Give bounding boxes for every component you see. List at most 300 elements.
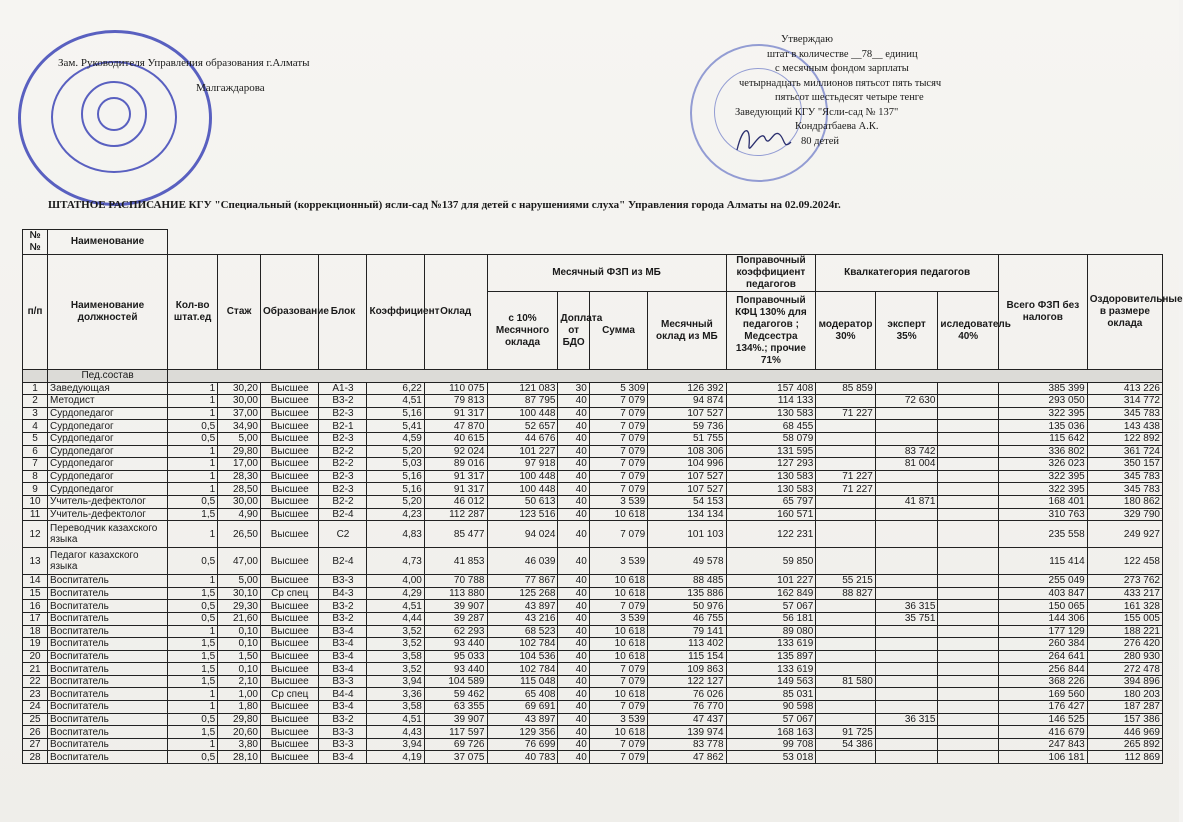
education: Высшее (261, 521, 319, 548)
education: Высшее (261, 600, 319, 613)
researcher (938, 521, 999, 548)
expert (875, 625, 938, 638)
row-number: 9 (23, 483, 48, 496)
correction: 130 583 (726, 483, 816, 496)
sum: 10 618 (589, 726, 647, 739)
stazh: 21,60 (218, 612, 261, 625)
table-row (23, 600, 1163, 613)
block: В3-3 (319, 675, 367, 688)
position-name: Переводчик казахского языка (48, 521, 168, 548)
block: В3-2 (319, 612, 367, 625)
salary: 47 870 (424, 420, 487, 433)
block: В2-1 (319, 420, 367, 433)
moderator (816, 508, 876, 521)
education: Высшее (261, 726, 319, 739)
salary: 39 907 (424, 713, 487, 726)
staff-count: 1,5 (168, 726, 218, 739)
salary: 59 462 (424, 688, 487, 701)
coefficient: 4,00 (367, 575, 424, 588)
block: В3-4 (319, 650, 367, 663)
researcher (938, 508, 999, 521)
header-10pct: с 10% Месячного оклада (487, 292, 558, 370)
researcher (938, 701, 999, 714)
moderator: 71 227 (816, 483, 876, 496)
wellness: 273 762 (1087, 575, 1162, 588)
coefficient: 3,94 (367, 675, 424, 688)
monthly-mb: 126 392 (648, 382, 726, 395)
education: Высшее (261, 458, 319, 471)
staff-count: 0,5 (168, 600, 218, 613)
researcher (938, 470, 999, 483)
staff-count: 1 (168, 407, 218, 420)
staff-count: 0,5 (168, 751, 218, 764)
bdo-percent: 40 (558, 432, 589, 445)
researcher (938, 612, 999, 625)
header-pp: п/п (23, 255, 48, 370)
expert (875, 483, 938, 496)
header-count: Кол-во штат.ед (168, 255, 218, 370)
moderator (816, 495, 876, 508)
stazh: 17,00 (218, 458, 261, 471)
total-fzp: 235 558 (998, 521, 1087, 548)
sum: 10 618 (589, 508, 647, 521)
salary: 70 788 (424, 575, 487, 588)
block: В2-2 (319, 458, 367, 471)
wellness: 446 969 (1087, 726, 1162, 739)
monthly-mb: 83 778 (648, 738, 726, 751)
sum: 7 079 (589, 738, 647, 751)
bdo-percent: 40 (558, 508, 589, 521)
row-number: 14 (23, 575, 48, 588)
block: В2-3 (319, 432, 367, 445)
bdo-percent: 40 (558, 470, 589, 483)
expert (875, 575, 938, 588)
table-row (23, 701, 1163, 714)
coefficient: 4,73 (367, 548, 424, 575)
education: Высшее (261, 395, 319, 408)
staff-count: 0,5 (168, 548, 218, 575)
row-number: 2 (23, 395, 48, 408)
monthly-10pct: 123 516 (487, 508, 558, 521)
approval-line: Утверждаю (781, 34, 833, 45)
row-number: 8 (23, 470, 48, 483)
expert (875, 738, 938, 751)
position-name: Воспитатель (48, 738, 168, 751)
block: В3-2 (319, 713, 367, 726)
moderator (816, 701, 876, 714)
stazh: 29,80 (218, 713, 261, 726)
salary: 79 813 (424, 395, 487, 408)
moderator (816, 548, 876, 575)
coefficient: 3,52 (367, 663, 424, 676)
monthly-10pct: 77 867 (487, 575, 558, 588)
sum: 7 079 (589, 751, 647, 764)
total-fzp: 177 129 (998, 625, 1087, 638)
block: В3-4 (319, 701, 367, 714)
position-name: Воспитатель (48, 726, 168, 739)
education: Ср спец (261, 688, 319, 701)
sum: 3 539 (589, 713, 647, 726)
wellness: 276 420 (1087, 638, 1162, 651)
correction: 157 408 (726, 382, 816, 395)
block: В2-2 (319, 495, 367, 508)
position-name: Учитель-дефектолог (48, 508, 168, 521)
sum: 3 539 (589, 548, 647, 575)
header-monthly-group: Месячный ФЗП из МБ (487, 255, 726, 292)
position-name: Сурдопедагог (48, 420, 168, 433)
position-name: Воспитатель (48, 688, 168, 701)
correction: 57 067 (726, 713, 816, 726)
table-row (23, 738, 1163, 751)
monthly-10pct: 129 356 (487, 726, 558, 739)
correction: 57 067 (726, 600, 816, 613)
row-number: 20 (23, 650, 48, 663)
header-expert: эксперт 35% (875, 292, 938, 370)
expert (875, 726, 938, 739)
staff-count: 1,5 (168, 587, 218, 600)
row-number: 4 (23, 420, 48, 433)
header-education: Образование (261, 255, 319, 370)
salary: 63 355 (424, 701, 487, 714)
position-name: Сурдопедагог (48, 445, 168, 458)
header-monthly-mb: Месячный оклад из МБ (648, 292, 726, 370)
block: А1-3 (319, 382, 367, 395)
stazh: 0,10 (218, 625, 261, 638)
row-number: 12 (23, 521, 48, 548)
table-row (23, 713, 1163, 726)
total-fzp: 416 679 (998, 726, 1087, 739)
bdo-percent: 40 (558, 548, 589, 575)
coefficient: 5,16 (367, 483, 424, 496)
table-row (23, 483, 1163, 496)
coefficient: 5,41 (367, 420, 424, 433)
education: Высшее (261, 382, 319, 395)
staff-count: 1 (168, 382, 218, 395)
correction: 149 563 (726, 675, 816, 688)
sum: 3 539 (589, 495, 647, 508)
coefficient: 5,20 (367, 445, 424, 458)
salary: 92 024 (424, 445, 487, 458)
monthly-10pct: 94 024 (487, 521, 558, 548)
stazh: 1,50 (218, 650, 261, 663)
position-name: Воспитатель (48, 751, 168, 764)
moderator: 71 227 (816, 407, 876, 420)
wellness: 155 005 (1087, 612, 1162, 625)
expert: 41 871 (875, 495, 938, 508)
bdo-percent: 40 (558, 612, 589, 625)
monthly-10pct: 115 048 (487, 675, 558, 688)
education: Высшее (261, 432, 319, 445)
total-fzp: 106 181 (998, 751, 1087, 764)
approval-block (735, 33, 941, 149)
total-fzp: 322 395 (998, 407, 1087, 420)
block: В2-3 (319, 407, 367, 420)
table-row (23, 650, 1163, 663)
staff-count: 1 (168, 483, 218, 496)
expert (875, 470, 938, 483)
researcher (938, 483, 999, 496)
education: Высшее (261, 751, 319, 764)
monthly-10pct: 100 448 (487, 483, 558, 496)
total-fzp: 336 802 (998, 445, 1087, 458)
monthly-10pct: 65 408 (487, 688, 558, 701)
header-coefficient: Коэффициент (367, 255, 424, 370)
position-name: Сурдопедагог (48, 458, 168, 471)
sum: 7 079 (589, 701, 647, 714)
wellness: 122 458 (1087, 548, 1162, 575)
correction: 133 619 (726, 638, 816, 651)
sum: 7 079 (589, 521, 647, 548)
total-fzp: 247 843 (998, 738, 1087, 751)
row-number: 26 (23, 726, 48, 739)
monthly-mb: 101 103 (648, 521, 726, 548)
block: В3-3 (319, 726, 367, 739)
monthly-mb: 46 755 (648, 612, 726, 625)
total-fzp: 115 642 (998, 432, 1087, 445)
sum: 10 618 (589, 688, 647, 701)
approval-line: штат в количестве __78__ единиц (767, 48, 918, 60)
researcher (938, 420, 999, 433)
table-row (23, 407, 1163, 420)
coefficient: 4,83 (367, 521, 424, 548)
row-number: 6 (23, 445, 48, 458)
approval-line: Заведующий КГУ "Ясли-сад № 137" (735, 106, 899, 118)
researcher (938, 407, 999, 420)
expert: 72 630 (875, 395, 938, 408)
coefficient: 4,44 (367, 612, 424, 625)
block: В3-3 (319, 738, 367, 751)
moderator: 81 580 (816, 675, 876, 688)
moderator: 55 215 (816, 575, 876, 588)
education: Высшее (261, 470, 319, 483)
total-fzp: 168 401 (998, 495, 1087, 508)
monthly-10pct: 87 795 (487, 395, 558, 408)
row-number: 28 (23, 751, 48, 764)
salary: 113 880 (424, 587, 487, 600)
monthly-mb: 108 306 (648, 445, 726, 458)
salary: 37 075 (424, 751, 487, 764)
sum: 7 079 (589, 445, 647, 458)
block: В3-2 (319, 395, 367, 408)
researcher (938, 650, 999, 663)
stazh: 5,00 (218, 575, 261, 588)
expert (875, 701, 938, 714)
stazh: 20,60 (218, 726, 261, 739)
total-fzp: 322 395 (998, 483, 1087, 496)
correction: 56 181 (726, 612, 816, 625)
monthly-mb: 134 134 (648, 508, 726, 521)
header-moderator: модератор 30% (816, 292, 876, 370)
position-name: Воспитатель (48, 701, 168, 714)
moderator (816, 420, 876, 433)
row-number: 22 (23, 675, 48, 688)
coefficient: 4,59 (367, 432, 424, 445)
expert (875, 663, 938, 676)
row-number: 3 (23, 407, 48, 420)
stazh: 29,80 (218, 445, 261, 458)
bdo-percent: 40 (558, 688, 589, 701)
sum: 7 079 (589, 663, 647, 676)
education: Высшее (261, 495, 319, 508)
block: В2-4 (319, 508, 367, 521)
block: В2-3 (319, 470, 367, 483)
staff-count: 0,5 (168, 713, 218, 726)
approval-line: 80 детей (801, 135, 839, 147)
researcher (938, 638, 999, 651)
header-qualification-group: Квалкатегория педагогов (816, 255, 999, 292)
table-row (23, 395, 1163, 408)
staff-count: 1 (168, 575, 218, 588)
coefficient: 4,29 (367, 587, 424, 600)
stazh: 5,00 (218, 432, 261, 445)
expert (875, 420, 938, 433)
position-name: Учитель-дефектолог (48, 495, 168, 508)
document-title: ШТАТНОЕ РАСПИСАНИЕ КГУ "Специальный (коррекционный) ясли-сад №137 для детей с нарушениями слуха" Управления города Алматы на 02.09.2024г. (48, 199, 841, 211)
row-number: 1 (23, 382, 48, 395)
monthly-mb: 88 485 (648, 575, 726, 588)
block: В3-4 (319, 638, 367, 651)
stazh: 30,20 (218, 382, 261, 395)
moderator: 91 725 (816, 726, 876, 739)
salary: 91 317 (424, 483, 487, 496)
moderator (816, 688, 876, 701)
bdo-percent: 40 (558, 407, 589, 420)
moderator (816, 751, 876, 764)
table-row (23, 675, 1163, 688)
sum: 10 618 (589, 625, 647, 638)
education: Высшее (261, 650, 319, 663)
position-name: Воспитатель (48, 625, 168, 638)
wellness: 157 386 (1087, 713, 1162, 726)
monthly-10pct: 104 536 (487, 650, 558, 663)
expert (875, 432, 938, 445)
table-row (23, 495, 1163, 508)
salary: 95 033 (424, 650, 487, 663)
salary: 39 287 (424, 612, 487, 625)
bdo-percent: 40 (558, 420, 589, 433)
wellness: 314 772 (1087, 395, 1162, 408)
staff-schedule-table (22, 229, 1183, 764)
table-row (23, 612, 1163, 625)
salary: 41 853 (424, 548, 487, 575)
monthly-mb: 47 862 (648, 751, 726, 764)
education: Высшее (261, 713, 319, 726)
education: Высшее (261, 420, 319, 433)
education: Высшее (261, 575, 319, 588)
bdo-percent: 40 (558, 445, 589, 458)
researcher (938, 382, 999, 395)
monthly-mb: 122 127 (648, 675, 726, 688)
expert (875, 675, 938, 688)
monthly-mb: 113 402 (648, 638, 726, 651)
wellness: 143 438 (1087, 420, 1162, 433)
monthly-10pct: 40 783 (487, 751, 558, 764)
wellness: 272 478 (1087, 663, 1162, 676)
total-fzp: 264 641 (998, 650, 1087, 663)
stazh: 4,90 (218, 508, 261, 521)
expert (875, 650, 938, 663)
correction: 101 227 (726, 575, 816, 588)
wellness: 345 783 (1087, 470, 1162, 483)
moderator: 85 859 (816, 382, 876, 395)
stazh: 2,10 (218, 675, 261, 688)
total-fzp: 146 525 (998, 713, 1087, 726)
researcher (938, 688, 999, 701)
moderator (816, 521, 876, 548)
coefficient: 3,58 (367, 650, 424, 663)
researcher (938, 663, 999, 676)
coefficient: 5,16 (367, 470, 424, 483)
salary: 46 012 (424, 495, 487, 508)
correction: 85 031 (726, 688, 816, 701)
wellness: 345 783 (1087, 407, 1162, 420)
monthly-10pct: 43 897 (487, 713, 558, 726)
researcher (938, 432, 999, 445)
staff-count: 1 (168, 688, 218, 701)
monthly-mb: 47 437 (648, 713, 726, 726)
monthly-10pct: 43 897 (487, 600, 558, 613)
expert (875, 688, 938, 701)
total-fzp: 403 847 (998, 587, 1087, 600)
correction: 122 231 (726, 521, 816, 548)
researcher (938, 726, 999, 739)
correction: 58 079 (726, 432, 816, 445)
bdo-percent: 40 (558, 395, 589, 408)
row-number: 16 (23, 600, 48, 613)
bdo-percent: 40 (558, 495, 589, 508)
sum: 10 618 (589, 638, 647, 651)
stazh: 0,10 (218, 663, 261, 676)
approval-line: Кондратбаева А.К. (795, 121, 879, 132)
monthly-10pct: 121 083 (487, 382, 558, 395)
block: В3-2 (319, 600, 367, 613)
row-number: 23 (23, 688, 48, 701)
table-row (23, 420, 1163, 433)
position-name: Воспитатель (48, 575, 168, 588)
total-fzp: 385 399 (998, 382, 1087, 395)
table-row (23, 638, 1163, 651)
staff-count: 1 (168, 521, 218, 548)
sum: 7 079 (589, 407, 647, 420)
table-row (23, 445, 1163, 458)
moderator (816, 625, 876, 638)
block: В2-3 (319, 483, 367, 496)
moderator (816, 650, 876, 663)
stazh: 3,80 (218, 738, 261, 751)
approval-line: пятьсот шестьдесят четыре тенге (775, 92, 924, 103)
researcher (938, 751, 999, 764)
monthly-mb: 49 578 (648, 548, 726, 575)
salary: 85 477 (424, 521, 487, 548)
wellness: 112 869 (1087, 751, 1162, 764)
bdo-percent: 40 (558, 726, 589, 739)
wellness: 249 927 (1087, 521, 1162, 548)
table-row (23, 575, 1163, 588)
coefficient: 4,43 (367, 726, 424, 739)
correction: 89 080 (726, 625, 816, 638)
monthly-mb: 115 154 (648, 650, 726, 663)
education: Высшее (261, 548, 319, 575)
approval-line: четырнадцать миллионов пятьсот пять тысяч (739, 77, 942, 89)
header-salary: Оклад (424, 255, 487, 370)
wellness: 433 217 (1087, 587, 1162, 600)
position-name: Воспитатель (48, 663, 168, 676)
block: В3-4 (319, 663, 367, 676)
staff-count: 1,5 (168, 638, 218, 651)
table-row (23, 548, 1163, 575)
monthly-mb: 59 736 (648, 420, 726, 433)
wellness: 350 157 (1087, 458, 1162, 471)
